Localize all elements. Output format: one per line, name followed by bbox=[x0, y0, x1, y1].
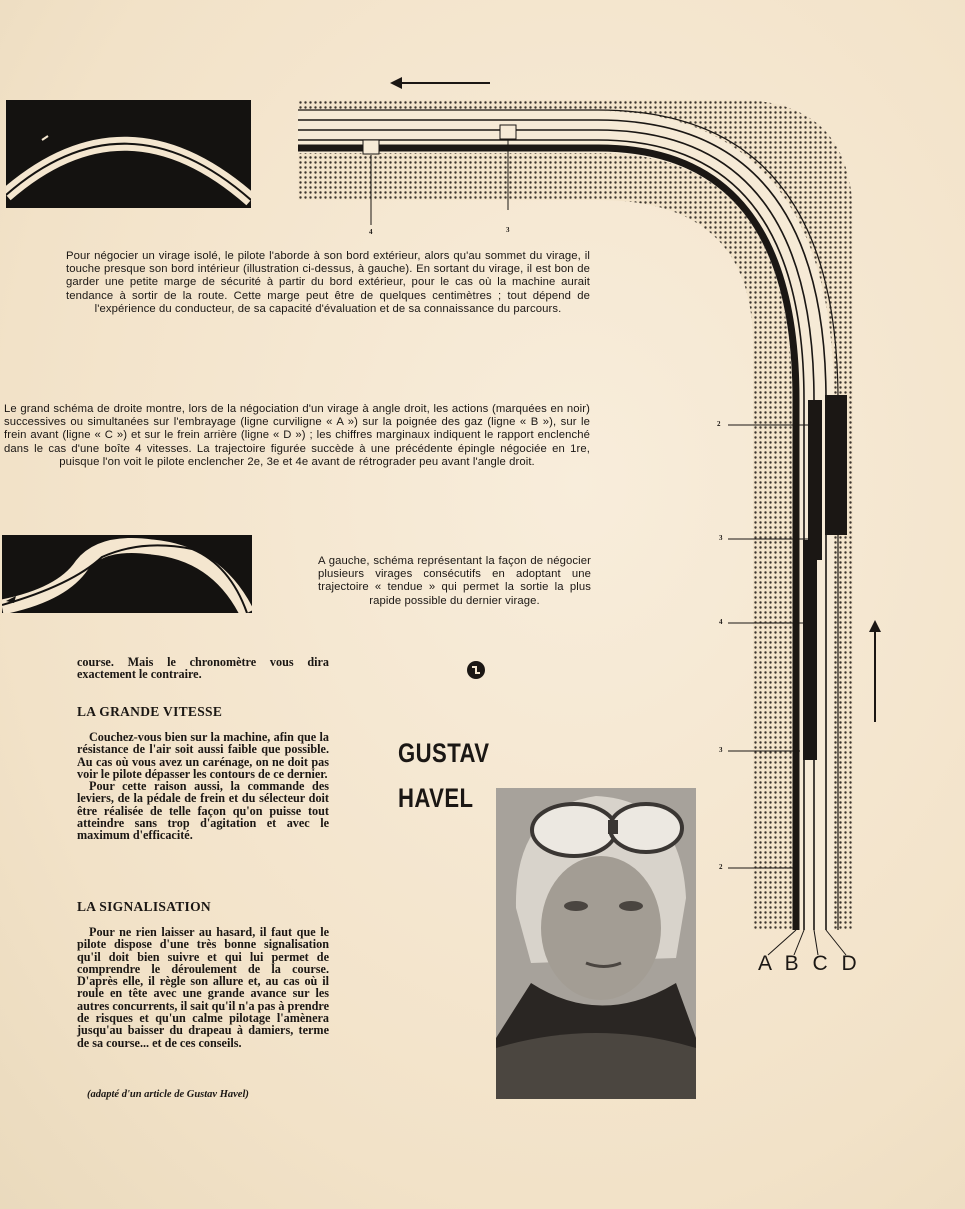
caption-consecutive-curves: A gauche, schéma représentant la façon de négocier plusieurs virages consécutifs en adoptant une trajectoire « tendue » qui permet la sortie la plus rapide possible du dernier virage. bbox=[318, 555, 591, 607]
gear-marker-3-lower: 3 bbox=[719, 746, 723, 754]
consecutive-curves-diagram bbox=[2, 535, 252, 613]
publication-logo-icon bbox=[466, 660, 486, 680]
section-grande-vitesse-body bbox=[77, 731, 329, 842]
caption-right-angle: Le grand schéma de droite montre, lors de la négociation d'un virage à angle droit, les actions (marquées en noir) successives ou simultanées sur l'embrayage (ligne curviligne « A ») sur la poignée des gaz (ligne « B »), sur le frein avant (ligne « C ») et sur le frein arrière (ligne « D ») ; les chiffres marginaux indiquent le rapport enclenché dans le cas d'une boîte 4 vitesses. La trajectoire figurée succède à une précédente épingle négociée en 1re, puisque l'on voit le pilote enclencher 2e, 3e et 4e avant de rétrograder peu avant l'angle droit. bbox=[4, 403, 590, 468]
article-intro: course. Mais le chronomètre vous dira exactement le contraire. bbox=[77, 655, 329, 682]
paragraph: Pour cette raison aussi, la commande des leviers, de la pédale de frein et du sélecteur doit être réalisée de telle façon qu'on puisse tout atteindre sans trop d'agitation et avec le maximum d'efficacité. bbox=[77, 779, 329, 843]
gear-marker-2-upper: 2 bbox=[717, 420, 721, 428]
pilot-portrait-photo bbox=[496, 788, 696, 1099]
paragraph: Couchez-vous bien sur la machine, afin que la résistance de l'air soit aussi faible que possible. Au cas où vous avez un carénage, on ne doit pas voir le pilote dépasser les contours de ce dernier. bbox=[77, 730, 329, 781]
direction-arrow-left-icon bbox=[388, 73, 493, 93]
section-signalisation-body bbox=[77, 926, 329, 1049]
gear-marker-3-top: 3 bbox=[506, 226, 510, 234]
gear-marker-4-side: 4 bbox=[719, 618, 723, 626]
line-labels-abcd: A B C D bbox=[758, 952, 861, 975]
paragraph: Pour ne rien laisser au hasard, il faut que le pilote dispose d'une très bonne signalisation qu'il doit bien suivre et qui lui permet de comprendre le déroulement de la course. D'après elle, il règle son allure et, au cas où il roule en tête avec une grande avance sur les autres concurrents, il sait qu'il n'a pas à prendre de risques et qu'un calme pilotage l'amènera jusqu'au baisser du drapeau à damiers, terme de sa course... et de ces conseils. bbox=[77, 925, 330, 1050]
gear-marker-4-top: 4 bbox=[369, 228, 373, 236]
article-column bbox=[77, 656, 329, 681]
article-credit: (adapté d'un article de Gustav Havel) bbox=[87, 1089, 249, 1100]
gear-marker-3-upper: 3 bbox=[719, 534, 723, 542]
pilot-name-first: GUSTAV bbox=[398, 738, 490, 768]
pilot-name-last: HAVEL bbox=[398, 783, 474, 813]
caption-single-curve: Pour négocier un virage isolé, le pilote l'aborde à son bord extérieur, alors qu'au sommet du virage, il touche presque son bord intérieur (illustration ci-dessus, à gauche). En sortant du virage, il est bon de garder une petite marge de sécurité à partir du bord extérieur, pour le cas où la machine aurait tendance à sortir de la route. Cette marge peut être de quelques centimètres ; tout dépend de l'expérience du conducteur, de sa capacité d'évaluation et de sa connaissance du parcours. bbox=[66, 250, 590, 315]
section-title-signalisation: LA SIGNALISATION bbox=[77, 899, 211, 914]
single-curve-diagram bbox=[6, 100, 251, 208]
gear-marker-2-lower: 2 bbox=[719, 863, 723, 871]
section-title-grande-vitesse: LA GRANDE VITESSE bbox=[77, 704, 223, 719]
direction-arrow-up-icon bbox=[866, 618, 884, 724]
